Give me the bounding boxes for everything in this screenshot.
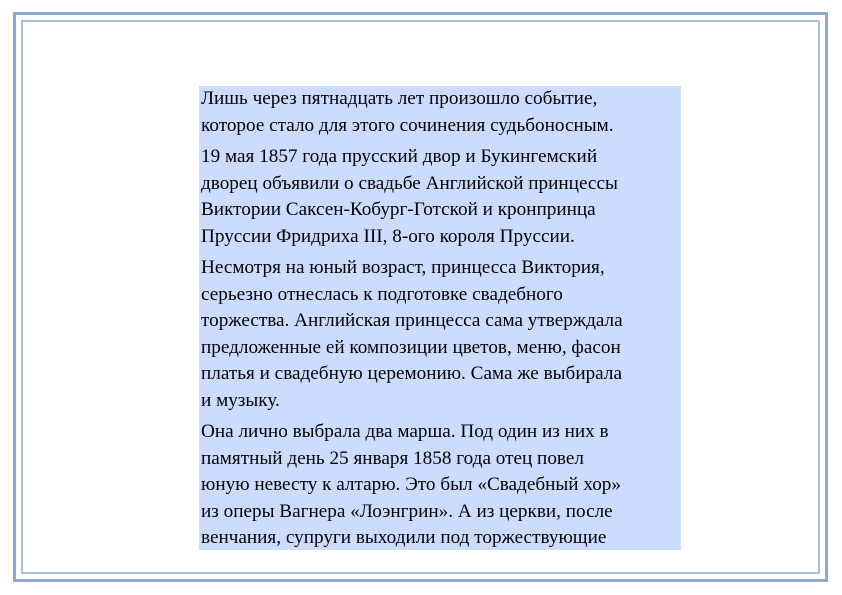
text-box (199, 86, 681, 550)
paragraph-marches: Она лично выбрала два марша. Под один из них в памятный день 25 января 1858 года отец повел юную невесту к алтарю. Это был «Свадебный хор» из оперы Вагнера «Лоэнгрин». А из церкви, после венчания, супруги выходили под торжествующие (201, 421, 621, 548)
paragraph-preparation: Несмотря на юный возраст, принцесса Виктория, серьезно отнеслась к подготовке свадебного торжества. Английская принцесса сама утверждала предложенные ей композиции цветов, меню, фасон платья и свадебную церемонию. Сама же выбирала и музыку. (201, 257, 623, 411)
paragraph-announcement: 19 мая 1857 года прусский двор и Букингемский дворец объявили о свадьбе Английской принцессы Виктории Саксен-Кобург-Готской и кронпринца Пруссии Фридриха III, 8-ого короля Пруссии. (201, 146, 618, 247)
paragraph-intro: Лишь через пятнадцать лет произошло событие, которое стало для этого сочинения судьбоносным. (201, 88, 614, 136)
